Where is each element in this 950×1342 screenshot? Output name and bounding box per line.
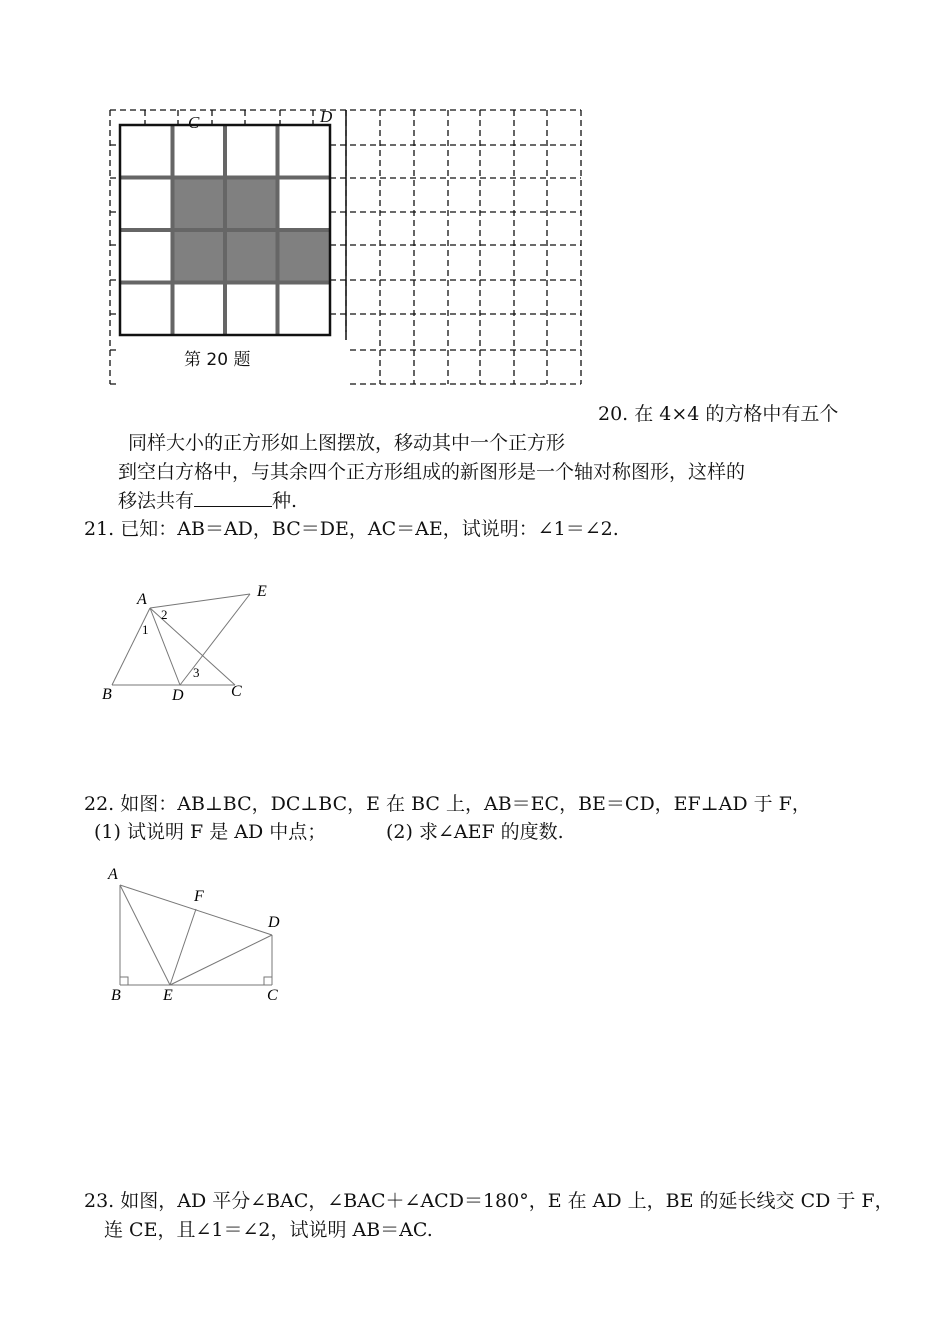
q22-line1: 22. 如图：AB⊥BC，DC⊥BC，E 在 BC 上，AB＝EC，BE＝CD，EF⊥AD 于 F， — [84, 793, 811, 815]
q20-line4 — [118, 488, 297, 513]
q22-label-a: A — [108, 866, 118, 883]
q21-label-a: A — [137, 591, 147, 608]
q21-label-e: E — [257, 583, 267, 600]
q21-text: 21. 已知：AB＝AD，BC＝DE，AC＝AE，试说明：∠1＝∠2. — [84, 518, 619, 540]
q22-label-d: D — [268, 914, 280, 931]
q22-label-c: C — [267, 987, 278, 1004]
q21-angle-3: 3 — [193, 665, 200, 680]
q20-line2: 同样大小的正方形如上图摆放，移动其中一个正方形 — [128, 432, 566, 454]
q20-line3: 到空白方格中，与其余四个正方形组成的新图形是一个轴对称图形，这样的 — [118, 461, 746, 483]
q23-line2: 连 CE，且∠1＝∠2，试说明 AB＝AC. — [104, 1219, 433, 1241]
q22-label-b: B — [111, 987, 121, 1004]
q20-line1: 20. 在 4×4 的方格中有五个 — [598, 403, 839, 425]
q21-angle-2: 2 — [161, 607, 168, 622]
q22-part1: (1) 试说明 F 是 AD 中点； — [94, 821, 327, 843]
shaded-square — [278, 230, 331, 283]
solid-4x4-grid — [120, 125, 330, 335]
shaded-square — [225, 178, 278, 231]
q23-line1: 23. 如图，AD 平分∠BAC，∠BAC＋∠ACD＝180°，E 在 AD 上，BE 的延长线交 CD 于 F， — [84, 1190, 894, 1212]
q20-line4-suffix: 种. — [272, 490, 298, 512]
grid-label-d: D — [320, 107, 333, 126]
q20-line4-prefix: 移法共有 — [118, 490, 195, 512]
figure-caption-q20: 第 20 题 — [184, 350, 251, 370]
q22-label-e: E — [163, 987, 173, 1004]
grid-label-c: C — [188, 113, 200, 132]
q21-label-c: C — [231, 683, 242, 700]
q22-figure — [100, 860, 300, 1010]
shaded-square — [173, 230, 226, 283]
q20-grid-figure — [100, 100, 590, 395]
q22-part2: (2) 求∠AEF 的度数. — [386, 821, 564, 843]
q21-label-d: D — [172, 687, 184, 704]
q21-angle-1: 1 — [142, 622, 149, 637]
answer-blank[interactable] — [194, 488, 272, 507]
q22-label-f: F — [194, 888, 204, 905]
shaded-square — [173, 178, 226, 231]
q21-label-b: B — [102, 686, 112, 703]
q21-triangle-figure — [95, 578, 295, 708]
shaded-square — [225, 230, 278, 283]
